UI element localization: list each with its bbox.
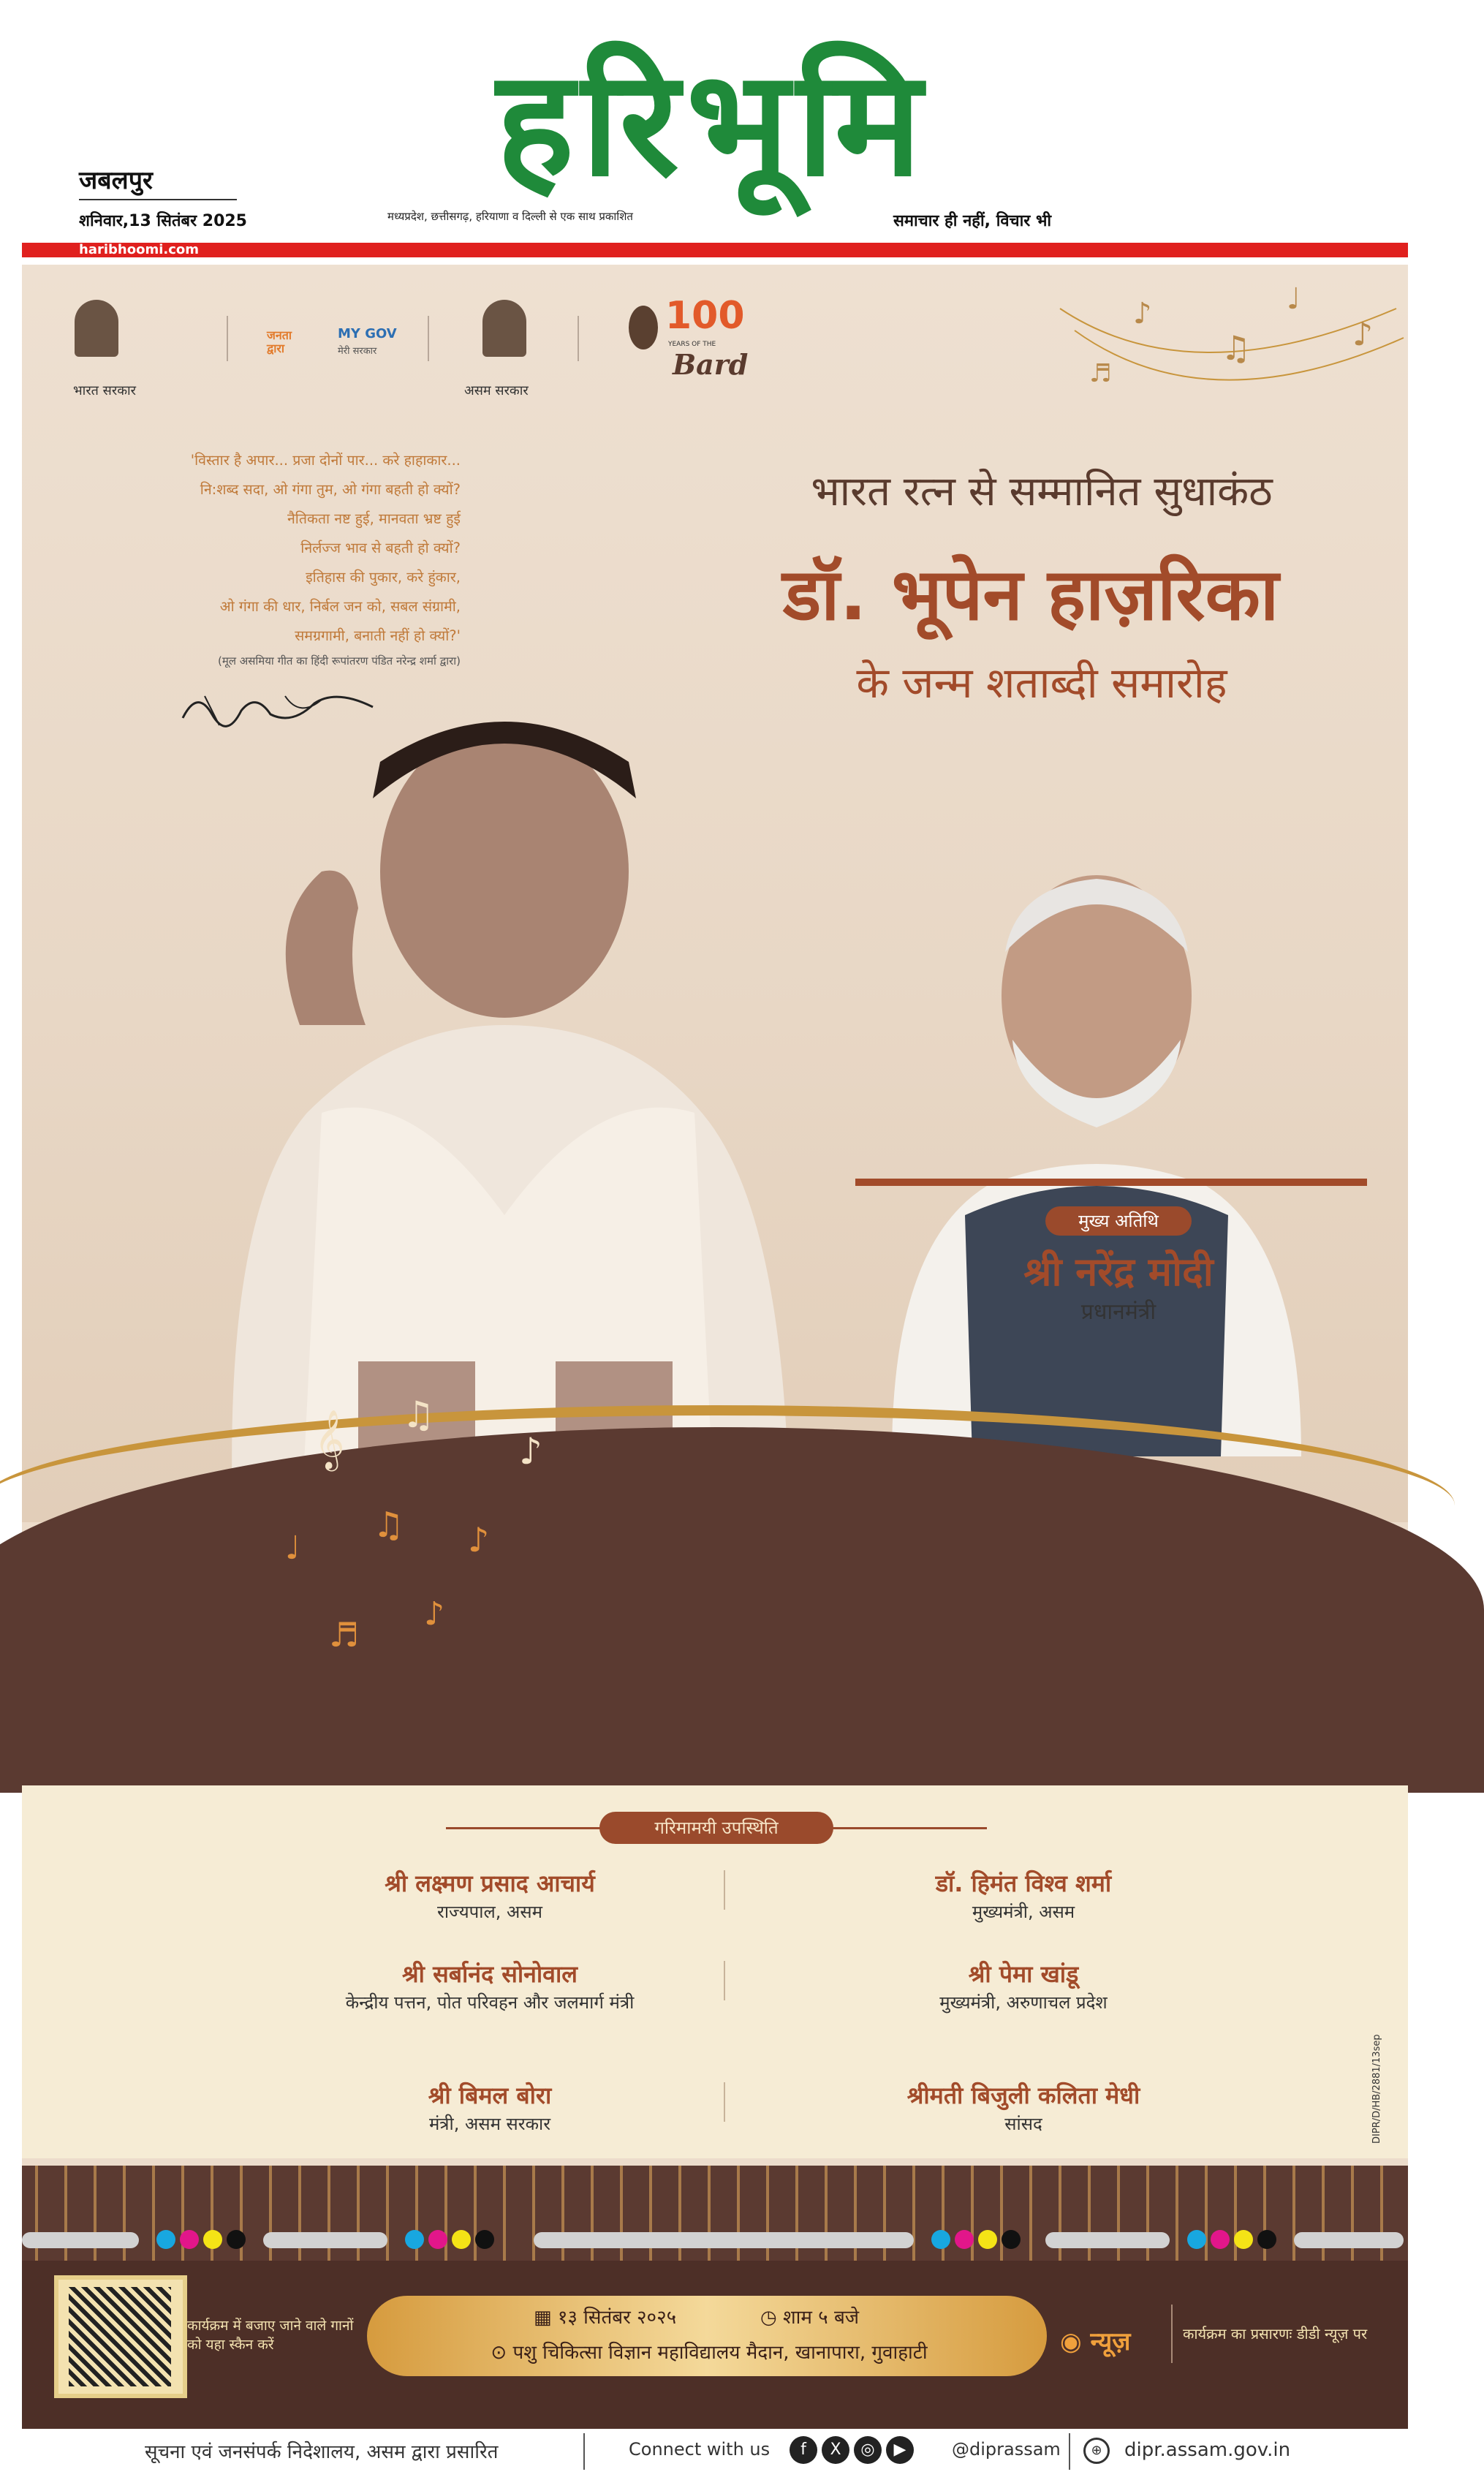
dipr-website[interactable]: dipr.assam.gov.in [1124, 2439, 1291, 2461]
dignitary-role: मुख्यमंत्री, अरुणाचल प्रदेश [939, 1992, 1108, 2013]
dignitary-name: डॉ. हिमंत विश्व शर्मा [935, 1870, 1112, 1897]
cyan-dot [405, 2230, 424, 2249]
x-twitter-icon[interactable]: X [822, 2436, 849, 2464]
mygov-logo: MY GOV [338, 326, 397, 341]
magenta-dot [1211, 2230, 1230, 2249]
event-time-text: शाम ५ बजे [782, 2307, 860, 2329]
poem-line: ओ गंगा की धार, निर्बल जन को, सबल संग्रामी, [219, 598, 461, 615]
svg-text:♪: ♪ [468, 1520, 490, 1560]
dignitary-name: श्री पेमा खांडू [968, 1960, 1079, 1988]
qr-code-pattern [69, 2287, 171, 2386]
yellow-dot [978, 2230, 997, 2249]
dignitary-role: मंत्री, असम सरकार [428, 2114, 551, 2134]
yellow-dot [203, 2230, 222, 2249]
svg-text:♪: ♪ [1352, 316, 1374, 353]
mygov-tagline: मेरी सरकार [338, 346, 377, 357]
event-time [760, 2303, 859, 2329]
location-pin-icon: ⊙ [491, 2342, 513, 2364]
connect-with-us: Connect with us [629, 2439, 771, 2460]
cyan-dot [1187, 2230, 1206, 2249]
event-venue [431, 2338, 987, 2364]
bard-word: Bard [673, 348, 749, 381]
svg-text:♩: ♩ [285, 1530, 300, 1567]
qr-instruction: कार्यक्रम में बजाए जाने वाले गानों को यहा स्कैन करें [187, 2318, 354, 2353]
dignitary-role: मुख्यमंत्री, असम [972, 1902, 1075, 1922]
modi-photo-base [855, 1179, 1367, 1186]
dd-news-text: न्यूज़ [1090, 2327, 1131, 2356]
national-emblem-icon [75, 300, 118, 357]
masthead-red-bar [22, 243, 1408, 257]
narendra-modi-photo [877, 776, 1309, 1456]
poem-line: समग्रगामी, बनाती नहीं हो क्यों?' [295, 627, 461, 644]
social-handle[interactable]: @diprassam [952, 2439, 1061, 2460]
dignitary-name: श्री बिमल बोरा [428, 2082, 552, 2109]
cyan-dot [156, 2230, 175, 2249]
svg-text:♫: ♫ [1221, 328, 1252, 368]
youtube-icon[interactable]: ▶ [886, 2436, 914, 2464]
brown-band [22, 1566, 1408, 1785]
slogan: समाचार ही नहीं, विचार भी [893, 212, 1052, 230]
grey-segment [1294, 2232, 1404, 2248]
dignitary-divider [724, 2082, 725, 2122]
poem-translation-note: (मूल असमिया गीत का हिंदी रूपांतरण पंडित नरेन्द्र शर्मा द्वारा) [218, 654, 461, 668]
dignitary-role: केन्द्रीय पत्तन, पोत परिवहन और जलमार्ग मंत्री [345, 1992, 635, 2013]
svg-text:♬: ♬ [329, 1615, 360, 1655]
dignitary-name: श्री सर्बानंद सोनोवाल [402, 1960, 578, 1988]
dignitary-name: श्रीमती बिजुली कलिता मेधी [906, 2082, 1140, 2109]
color-registration-strip [22, 2230, 1408, 2250]
logo-divider [227, 316, 228, 361]
grey-segment [1045, 2232, 1170, 2248]
chief-guest-name: श्री नरेंद्र मोदी [1023, 1249, 1214, 1295]
music-notes-decoration [1045, 265, 1408, 455]
svg-text:♫: ♫ [402, 1394, 435, 1436]
poem-line: 'विस्तार है अपार... प्रजा दोनों पार... करे हाहाकार... [190, 452, 461, 469]
dignitary-divider [724, 1961, 725, 2000]
logo-divider [428, 316, 429, 361]
grey-segment [22, 2232, 139, 2248]
magenta-dot [955, 2230, 974, 2249]
magenta-dot [428, 2230, 447, 2249]
svg-text:♬: ♬ [1089, 359, 1112, 388]
yellow-dot [452, 2230, 471, 2249]
edition-city: जबलपुर [79, 166, 153, 195]
chief-guest-badge: मुख्य अतिथि [1045, 1206, 1192, 1236]
dignitary-role: राज्यपाल, असम [437, 1902, 542, 1922]
dignitary-divider [724, 1870, 725, 1910]
clock-icon: ◷ [760, 2307, 783, 2329]
svg-text:♫: ♫ [373, 1505, 405, 1546]
svg-text:♪: ♪ [424, 1595, 445, 1633]
advertisement [22, 265, 1408, 2463]
svg-text:𝄞: 𝄞 [314, 1409, 345, 1469]
bard-years: YEARS OF THE [668, 341, 716, 348]
event-date [534, 2303, 676, 2329]
dd-news-logo [1060, 2324, 1131, 2357]
poem-line: नि:शब्द सदा, ओ गंगा तुम, ओ गंगा बहती हो क्यों? [200, 481, 461, 498]
facebook-icon[interactable]: f [790, 2436, 817, 2464]
broadcast-info: कार्यक्रम का प्रसारणः डीडी न्यूज़ पर [1183, 2325, 1368, 2343]
svg-text:♩: ♩ [1287, 282, 1301, 316]
svg-text:♪: ♪ [1133, 297, 1152, 330]
grey-segment [263, 2232, 387, 2248]
instagram-icon[interactable]: ◎ [854, 2436, 882, 2464]
yellow-dot [1234, 2230, 1253, 2249]
assam-govt-caption: असम सरकार [464, 383, 529, 398]
globe-icon: ⊕ [1083, 2438, 1110, 2464]
logo-divider [578, 316, 579, 361]
black-dot [1257, 2230, 1276, 2249]
event-venue-text: पशु चिकित्सा विज्ञान महाविद्यालय मैदान, खानापारा, गुवाहाटी [512, 2342, 928, 2364]
bard-portrait-icon [629, 306, 658, 349]
logo-subline: मध्यप्रदेश, छत्तीसगढ़, हरियाणा व दिल्ली से एक साथ प्रकाशित [387, 210, 633, 223]
newspaper-logo: हरिभूमि [496, 39, 929, 209]
headline: डॉ. भूपेन हाज़रिका [782, 553, 1279, 637]
headline-line-2: के जन्म शताब्दी समारोह [856, 658, 1227, 708]
city-underline [79, 199, 237, 200]
qr-code[interactable] [54, 2275, 187, 2398]
assam-emblem-icon [482, 300, 526, 357]
poem-line: इतिहास की पुकार, करे हुंकार, [306, 569, 461, 586]
chief-guest-role: प्रधानमंत्री [1080, 1299, 1156, 1325]
footer-divider [1069, 2433, 1070, 2470]
cyan-dot [931, 2230, 950, 2249]
dignitaries-title: गरिमामयी उपस्थिति [599, 1812, 833, 1844]
jan-logo: जनता द्वारा [267, 328, 292, 355]
black-dot [227, 2230, 246, 2249]
magenta-dot [180, 2230, 199, 2249]
poem-line: निर्लज्ज भाव से बहती हो क्यों? [300, 540, 461, 556]
edition-date: शनिवार,13 सितंबर 2025 [79, 212, 247, 230]
bard-100: 100 [665, 294, 745, 338]
govt-india-caption: भारत सरकार [73, 383, 137, 398]
subheading: भारत रत्न से सम्मानित सुधाकंठ [811, 468, 1273, 515]
poem-line: नैतिकता नष्ट हुई, मानवता भ्रष्ट हुई [287, 510, 461, 527]
black-dot [475, 2230, 494, 2249]
black-dot [1002, 2230, 1021, 2249]
footer-divider [583, 2433, 585, 2470]
svg-text:♪: ♪ [519, 1430, 542, 1472]
event-date-text: १३ सितंबर २०२५ [557, 2307, 677, 2329]
flying-notes-decoration [241, 1332, 680, 1771]
broadcast-divider [1171, 2305, 1173, 2363]
issued-by: सूचना एवं जनसंपर्क निदेशालय, असम द्वारा प्रसारित [145, 2441, 499, 2463]
website-link[interactable]: haribhoomi.com [79, 242, 199, 257]
dignitary-name: श्री लक्ष्मण प्रसाद आचार्य [385, 1870, 595, 1897]
dignitary-role: सांसद [1004, 2114, 1042, 2134]
dd-eye-icon: ◉ [1060, 2327, 1091, 2356]
grey-segment [534, 2232, 914, 2248]
dipr-reference-code: DIPR/D/HB/2881/13sep [1371, 2034, 1382, 2144]
calendar-icon: ▦ [534, 2307, 558, 2329]
